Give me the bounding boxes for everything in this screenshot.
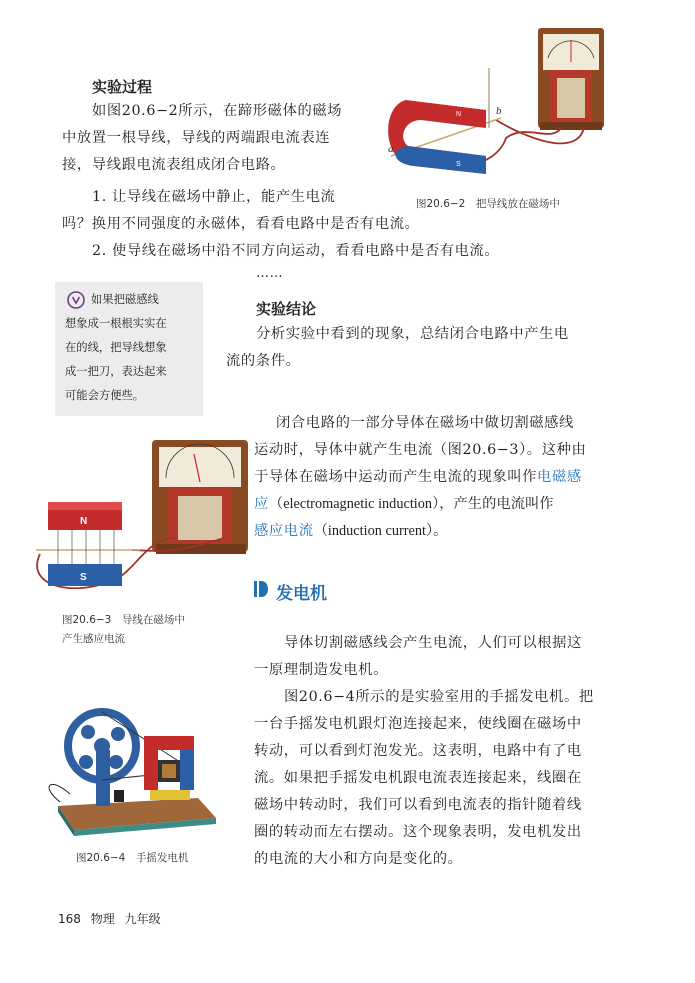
figure-20-6-4-caption: 图20.6−4 手摇发电机 — [76, 852, 189, 864]
process-item-2: 2. 使导线在磁场中沿不同方向运动，看看电路中是否有电流。 — [92, 243, 500, 259]
tip-line-2: 想象成一根根实实在 — [65, 317, 167, 330]
generator-p2-line-3: 转动，可以看到灯泡发光。这表明，电路中有了电 — [254, 743, 582, 759]
fig3-magnet-n-label: N — [80, 516, 88, 527]
induction-english-1: （electromagnetic induction），产生的电流叫作 — [268, 496, 554, 512]
fig2-magnet-s-label: S — [456, 161, 461, 168]
footer-subject: 物理 — [90, 912, 115, 926]
section-marker-icon — [254, 580, 268, 598]
fig2-label-b: b — [496, 105, 502, 117]
ellipsis: …… — [256, 266, 284, 281]
generator-p2-line-1: 图20.6−4所示的是实验室用的手摇发电机。把 — [284, 689, 594, 705]
tip-line-3: 在的线，把导线想象 — [65, 341, 167, 354]
generator-p2-line-4: 流。如果把手摇发电机跟电流表连接起来，线圈在 — [254, 770, 582, 786]
figure-20-6-3-caption-line-1: 图20.6−3 导线在磁场中 — [62, 614, 185, 626]
term-electromagnetic-induction: 电磁感 — [537, 469, 582, 485]
induction-line-3-text: 于导体在磁场中运动而产生电流的现象叫作 — [254, 469, 538, 485]
generator-title: 发电机 — [276, 584, 327, 604]
conclusion-line-2: 流的条件。 — [226, 353, 301, 369]
generator-p2-line-7: 的电流的大小和方向是变化的。 — [254, 851, 463, 867]
figure-20-6-3-caption-line-2: 产生感应电流 — [62, 633, 125, 645]
process-item-1-line-2: 吗？换用不同强度的永磁体，看看电路中是否有电流。 — [62, 216, 420, 232]
tip-box — [55, 282, 203, 416]
term-induction-current: 感应电流 — [254, 523, 314, 539]
induction-line-1: 闭合电路的一部分导体在磁场中做切割磁感线 — [276, 415, 574, 431]
induction-english-2: （induction current）。 — [313, 523, 448, 539]
tip-line-4: 成一把刀，表达起来 — [65, 365, 167, 378]
figure-20-6-3-illustration — [28, 438, 254, 610]
fig2-label-a: a — [388, 143, 394, 155]
page-number: 168 — [58, 912, 81, 926]
tip-line-1: 如果把磁感线 — [91, 293, 159, 306]
process-item-1-line-1: 1. 让导线在磁场中静止，能产生电流 — [92, 189, 336, 205]
generator-p1-line-2: 一原理制造发电机。 — [254, 662, 389, 678]
generator-p2-line-5: 磁场中转动时，我们可以看到电流表的指针随着线 — [254, 797, 582, 813]
page-footer — [58, 910, 161, 927]
induction-line-5 — [254, 518, 447, 545]
section-marker — [254, 580, 266, 598]
tip-line-5: 可能会方便些。 — [65, 389, 145, 402]
generator-p1-line-1: 导体切割磁感线会产生电流，人们可以根据这 — [284, 635, 582, 651]
figure-20-6-4-illustration — [40, 706, 220, 842]
footer-grade: 九年级 — [124, 912, 161, 926]
fig2-magnet-n-label: N — [456, 111, 462, 118]
figure-20-6-2-caption: 图20.6−2 把导线放在磁场中 — [416, 198, 560, 210]
process-para-line-3: 接，导线跟电流表组成闭合电路。 — [62, 157, 286, 173]
generator-p2-line-6: 圈的转动而左右摆动。这个现象表明，发电机发出 — [254, 824, 582, 840]
fig3-magnet-s-label: S — [80, 572, 87, 583]
conclusion-line-1: 分析实验中看到的现象，总结闭合电路中产生电 — [256, 326, 569, 342]
conclusion-heading: 实验结论 — [256, 300, 317, 318]
induction-line-3 — [254, 464, 582, 491]
term-electromagnetic-induction-end: 应 — [254, 496, 269, 512]
induction-line-2: 运动时，导体中就产生电流（图20.6−3）。这种由 — [254, 442, 587, 458]
process-heading: 实验过程 — [92, 78, 153, 96]
generator-p2-line-2: 一台手摇发电机跟灯泡连接起来，使线圈在磁场中 — [254, 716, 582, 732]
process-para-line-2: 中放置一根导线，导线的两端跟电流表连 — [62, 130, 331, 146]
process-para-line-1: 如图20.6−2所示，在蹄形磁体的磁场 — [92, 103, 343, 119]
figure-20-6-2-illustration — [376, 28, 616, 198]
induction-line-4 — [254, 491, 554, 518]
lightbulb-icon — [67, 291, 85, 309]
